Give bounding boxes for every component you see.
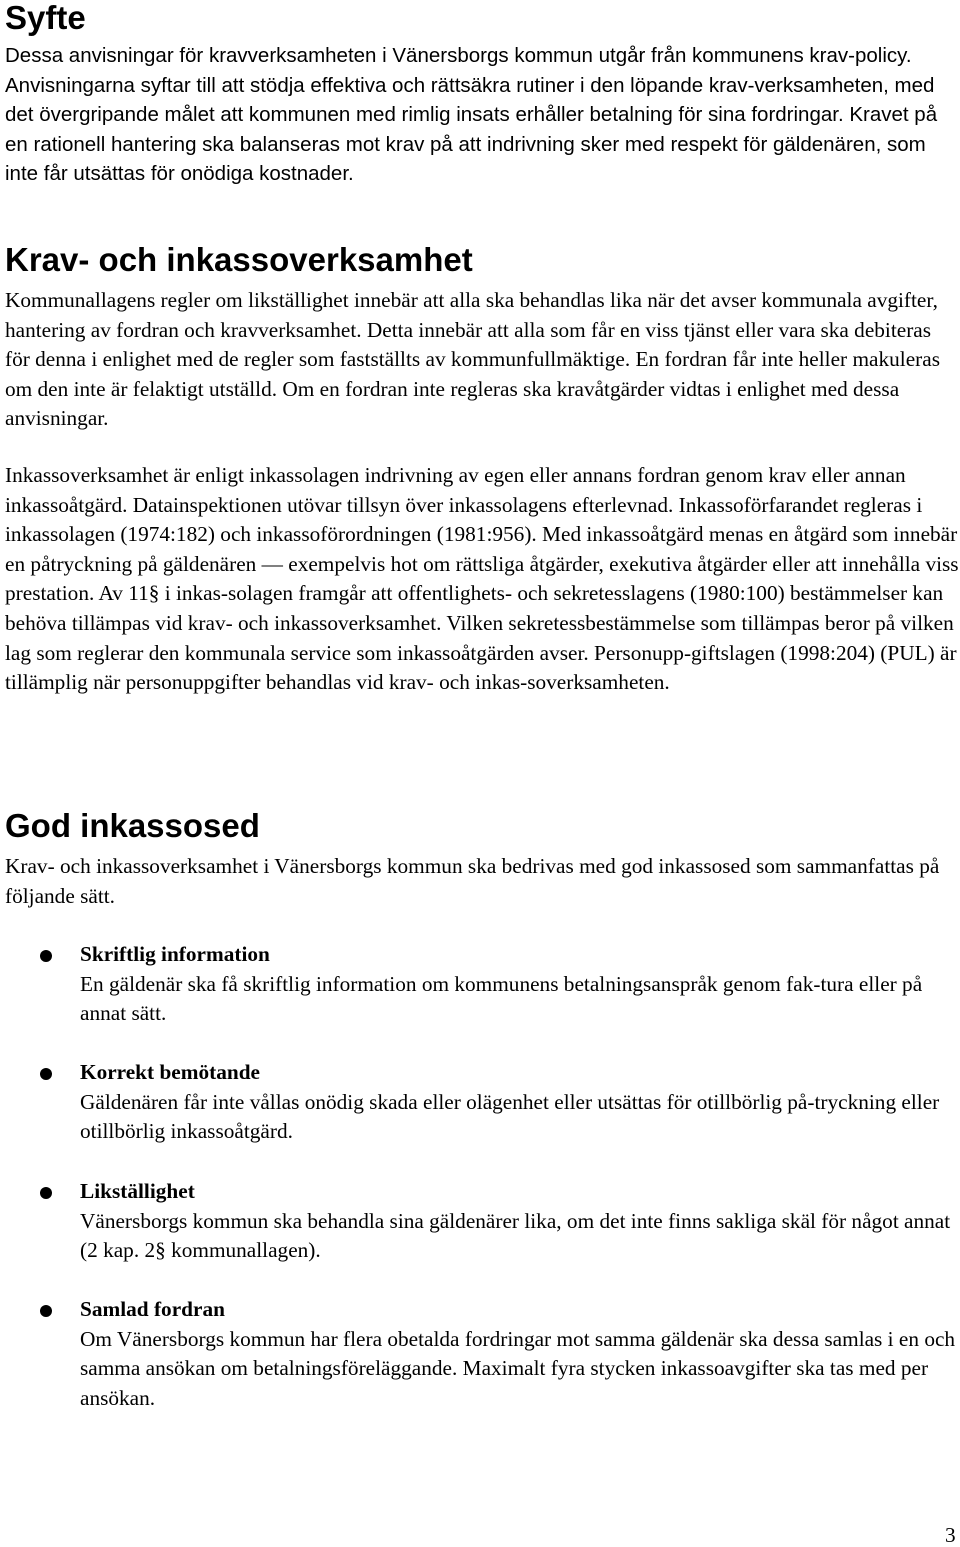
paragraph-god-inkassosed: Krav- och inkassoverksamhet i Vänersborgs kommun ska bedrivas med god inkassosed som sammanfattas på följande sätt. (5, 854, 940, 908)
list-item-text: Vänersborgs kommun ska behandla sina gäldenärer lika, om det inte finns sakliga skäl för något annat (2 kap. 2§ kommunallagen). (80, 1208, 951, 1263)
list-item-text: Om Vänersborgs kommun har flera obetalda fordringar mot samma gäldenär ska dessa samlas i en och samma ansökan om betalningsföreläggande. Maximalt fyra stycken inkassoavgifter ska tas med per ansökan. (80, 1326, 956, 1410)
bullet-icon (40, 1068, 52, 1080)
heading-krav-och-inkassoverksamhet: Krav- och inkassoverksamhet (5, 241, 473, 278)
list-item-title: Likställighet (80, 1179, 195, 1203)
list-item-title: Samlad fordran (80, 1297, 225, 1321)
bullet-icon (40, 950, 52, 962)
list-item-likstallighet (80, 1177, 958, 1266)
paragraph-syfte: Dessa anvisningar för kravverksamheten i Vänersborgs kommun utgår från kommunens krav-policy. Anvisningarna syftar till att stödja effektiva och rättsäkra rutiner i den löpande krav-verksamheten, med det övergripande målet att kommunen med rimlig insats erhåller betalning för sina fordringar. Kravet på en rationell hantering ska balanseras mot krav på att indrivning sker med respekt för gäldenären, som inte får utsättas för onödiga kostnader. (5, 44, 938, 186)
list-item-samlad-fordran (80, 1295, 958, 1413)
list-item-skriftlig-information (80, 940, 958, 1029)
page-number: 3 (945, 1523, 956, 1547)
bullet-icon (40, 1187, 52, 1199)
list-item-title: Skriftlig information (80, 942, 270, 966)
list-item-title: Korrekt bemötande (80, 1060, 261, 1084)
heading-god-inkassosed: God inkassosed (5, 807, 260, 844)
list-item-korrekt-bemotande (80, 1058, 958, 1147)
list-item-text: Gäldenären får inte vållas onödig skada eller olägenhet eller utsättas för otillbörlig på-tryckning eller otillbörlig inkassoåtgärd. (80, 1089, 940, 1144)
bullet-icon (40, 1305, 52, 1317)
list-item-text: En gäldenär ska få skriftlig information om kommunens betalningsanspråk genom fak-tura eller på annat sätt. (80, 971, 923, 1026)
paragraph-kommunallagen: Kommunallagens regler om likställighet innebär att alla ska behandlas lika när det avser kommunala avgifter, hantering av fordran och kravverksamhet. Detta innebär att alla som får en viss tjänst eller vara ska debiteras för denna i enlighet med de regler som fastställts av kommunfullmäktige. En fordran får inte heller makuleras om den inte är felaktigt utställd. Om en fordran inte regleras ska kravåtgärder vidtas i enlighet med dessa anvisningar. (5, 288, 940, 431)
heading-syfte: Syfte (5, 0, 86, 36)
paragraph-inkassoverksamhet: Inkassoverksamhet är enligt inkassolagen indrivning av egen eller annans fordran genom krav eller annan inkassoåtgärd. Datainspektionen utövar tillsyn över inkassolagens efterlevnad. Inkassoförfarandet regleras i inkassolagen (1974:182) och inkassoförordningen (1981:956). Med inkassoåtgärd menas en åtgärd som innebär en påtryckning på gäldenären — exempelvis hot om rättsliga åtgärder, exekutiva åtgärder eller att innehålla viss prestation. Av 11§ i inkas-solagen framgår att offentlighets- och sekretesslagens (1980:100) bestämmelser kan behöva tillämpas vid krav- och inkassoverksamhet. Vilken sekretessbestämmelse som tillämpas beror på vilken lag som reglerar den kommunala service som inkassoåtgärden avser. Personupp-giftslagen (1998:204) (PUL) är tillämplig när personuppgifter behandlas vid krav- och inkas-soverksamheten. (5, 463, 959, 695)
